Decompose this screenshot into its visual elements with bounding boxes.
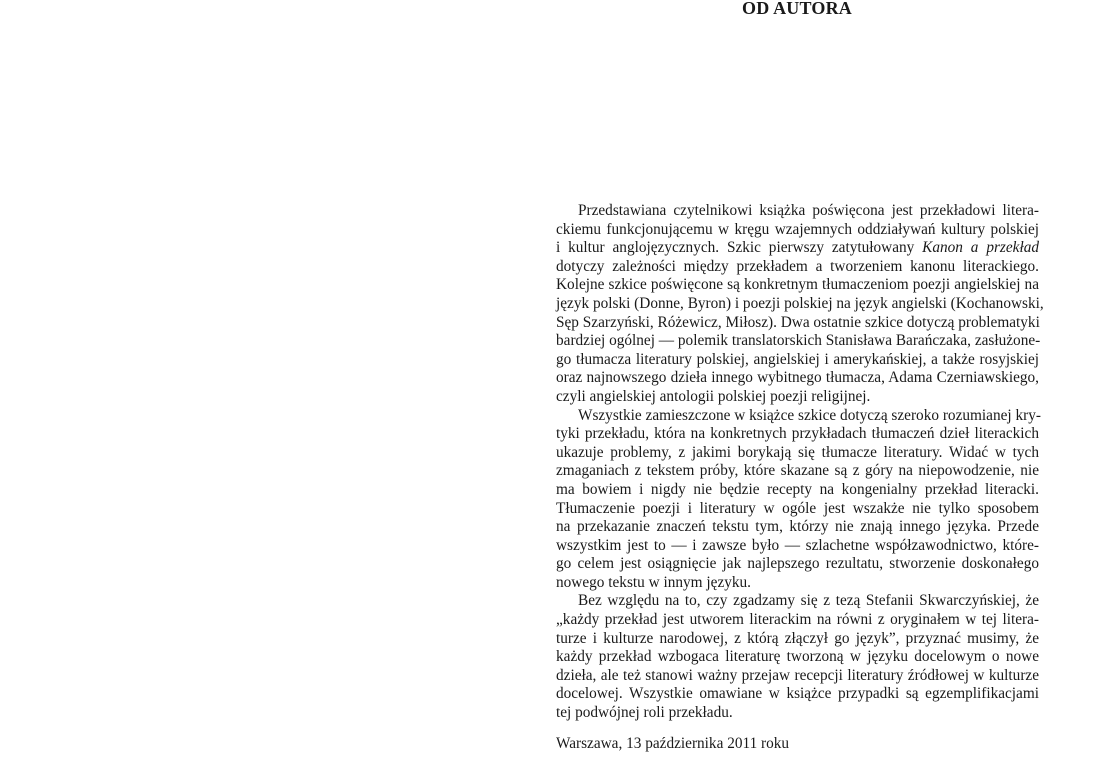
text-line: bardziej ogólnej — polemik translatorskich Stanisława Barańczaka, zasłużone- (556, 332, 1041, 350)
italic-title: Kanon a przekład (922, 239, 1039, 257)
text-line: oraz najnowszego dzieła innego wybitnego tłumacza, Adama Czerniawskiego, (556, 369, 1039, 387)
text-line: każdy przekład wzbogaca literaturę tworzoną w języku docelowym o nowe (556, 648, 1039, 666)
text-line: wszystkim jest to — i zawsze było — szlachetne współzawodnictwo, które- (556, 536, 1039, 554)
text-line: go tłumacza literatury polskiej, angielskiej i amerykańskiej, a także rosyjskiej (556, 350, 1039, 368)
text-line: dotyczy zależności między przekładem a tworzeniem kanonu literackiego. (556, 257, 1039, 275)
text-line: Bez względu na to, czy zgadzamy się z tezą Stefanii Skwarczyńskiej, że (578, 592, 1039, 610)
text-line: czyli angielskiej antologii polskiej poezji religijnej. (556, 387, 871, 405)
text-line: ckiemu funkcjonującemu w kręgu wzajemnych oddziaływań kultury polskiej (556, 220, 1039, 238)
preface-body (556, 202, 1044, 723)
text-line: turze i kulturze narodowej, z którą złączył go język”, przyznać musimy, że (556, 629, 1039, 647)
text-line: tej podwójnej roli przekładu. (556, 704, 733, 722)
text-line-part: i kultur anglojęzycznych. Szkic pierwszy zatytułowany (556, 239, 915, 257)
text-line: Kolejne szkice poświęcone są konkretnym tłumaczeniom poezji angielskiej na (556, 276, 1039, 294)
text-line: tyki przekładu, która na konkretnych przykładach tłumaczeń dzieł literackich (556, 425, 1039, 443)
text-line (556, 239, 1039, 258)
text-line: dzieła, ale też stanowi ważny przejaw recepcji literatury źródłowej w kulturze (556, 666, 1039, 684)
text-line: „każdy przekład jest utworem literackim na równi z oryginałem w tej litera- (556, 611, 1039, 629)
page-title: OD AUTORA (742, 0, 852, 18)
text-line: go celem jest osiągnięcie jak najlepszego rezultatu, stworzenie doskonałego (556, 555, 1039, 573)
text-line: Wszystkie zamieszczone w książce szkice dotyczą szeroko rozumianej kry- (578, 406, 1041, 424)
text-line: język polski (Donne, Byron) i poezji polskiej na język angielski (Kochanowski, (556, 294, 1044, 312)
text-line: na przekazanie znaczeń tekstu tym, którzy nie znają innego języka. Przede (556, 518, 1039, 536)
text-line: Sęp Szarzyński, Różewicz, Miłosz). Dwa ostatnie szkice dotyczą problematyki (556, 313, 1040, 331)
text-line: nowego tekstu w innym języku. (556, 573, 752, 591)
text-line: Przedstawiana czytelnikowi książka poświęcona jest przekładowi litera- (578, 202, 1039, 219)
text-line: zmaganiach z tekstem próby, które skazane są z góry na niepowodzenie, nie (556, 462, 1039, 480)
text-line: ukazuje problemy, z jakimi borykają się tłumacze literatury. Widać w tych (556, 443, 1039, 461)
text-line: ma bowiem i nigdy nie będzie recepty na kongenialny przekład literacki. (556, 480, 1039, 498)
text-line: docelowej. Wszystkie omawiane w książce przypadki są egzemplifikacjami (556, 685, 1039, 703)
place-date-signature: Warszawa, 13 października 2011 roku (556, 735, 790, 752)
text-line: Tłumaczenie poezji i literatury w ogóle jest wszakże nie tylko sposobem (556, 499, 1039, 517)
